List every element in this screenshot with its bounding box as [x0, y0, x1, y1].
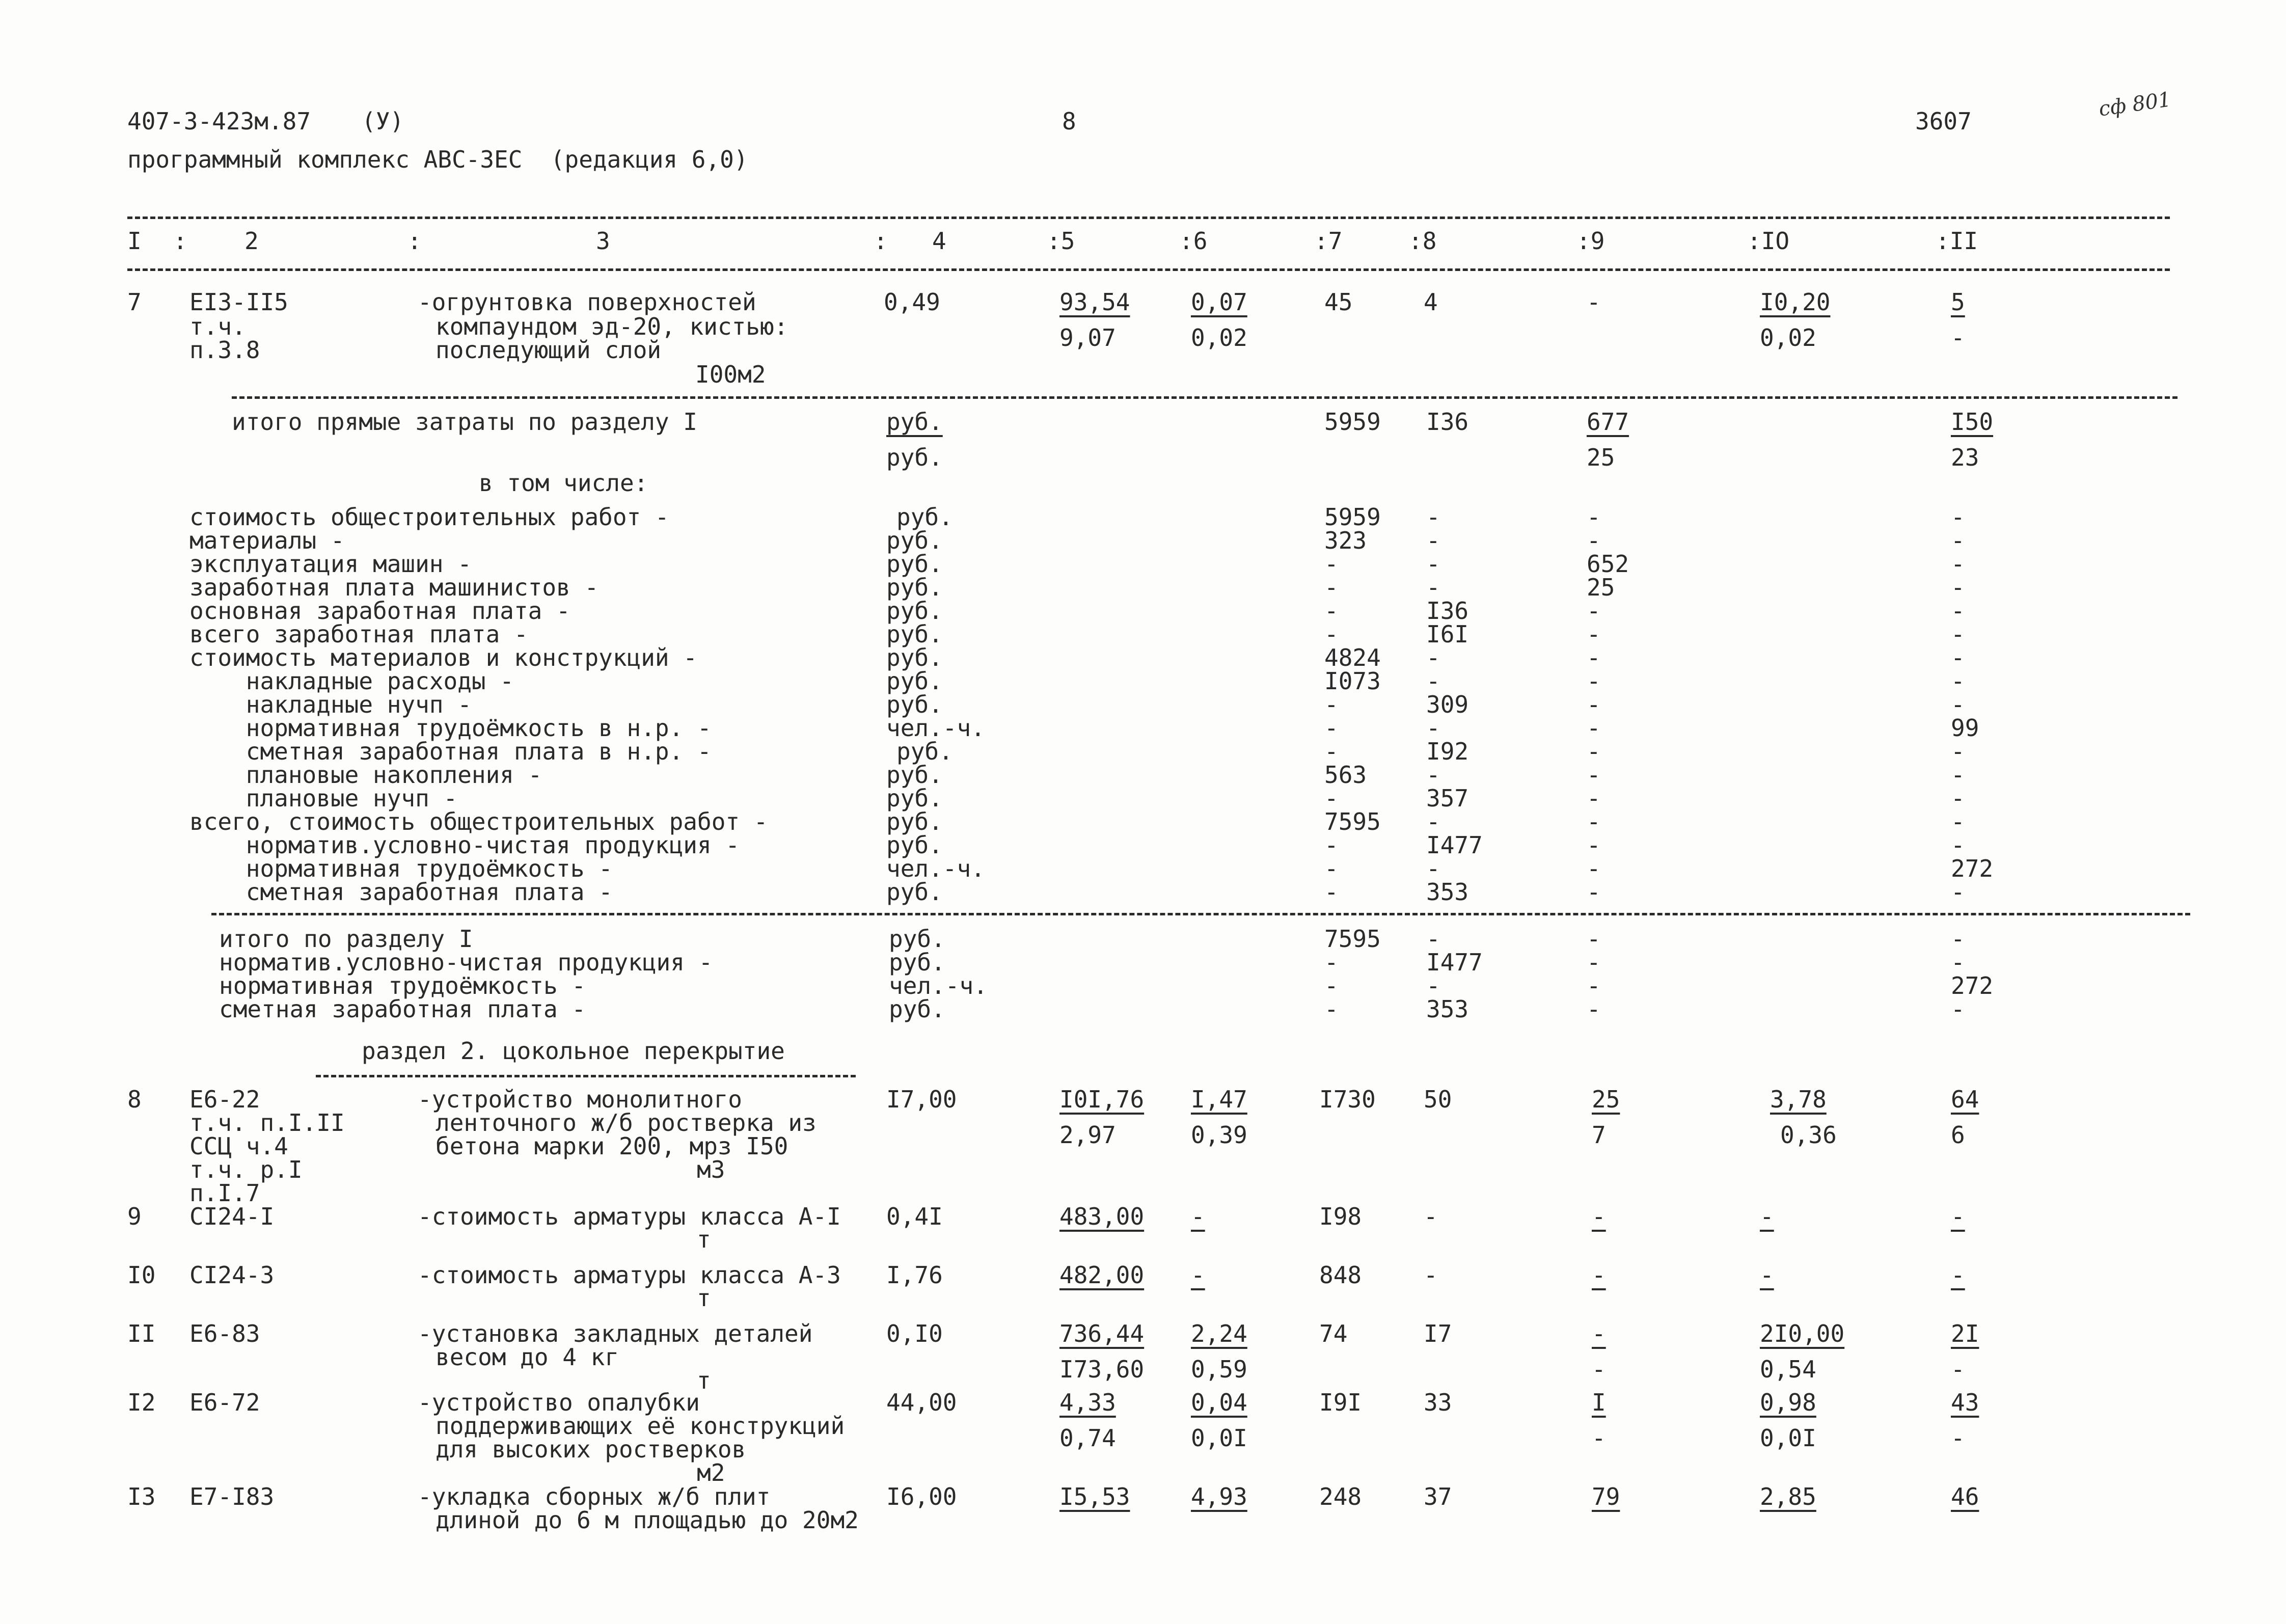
col-head-4: 4	[932, 227, 946, 255]
row-number: I0	[127, 1261, 156, 1289]
cell-7: 74	[1319, 1320, 1348, 1347]
cell-9a: I	[1592, 1389, 1606, 1416]
col-head-3: 3	[596, 227, 610, 255]
cell-4: I6,00	[886, 1483, 957, 1510]
breakdown-c7: -	[1324, 714, 1339, 742]
final-c7: -	[1324, 995, 1339, 1023]
breakdown-c11: -	[1951, 503, 1965, 531]
breakdown-c7: 323	[1324, 527, 1367, 554]
cell-7: I98	[1319, 1203, 1362, 1230]
breakdown-c9: -	[1587, 527, 1601, 554]
cell-10a: 2I0,00	[1760, 1320, 1845, 1347]
cell-7: 848	[1319, 1261, 1362, 1289]
row-code: Е6-72	[189, 1389, 260, 1416]
row-number: II	[127, 1320, 156, 1347]
cell-5b: 9,07	[1059, 324, 1116, 351]
cell-9: -	[1587, 288, 1601, 316]
cell-8: -	[1424, 1261, 1438, 1289]
breakdown-c9: -	[1587, 738, 1601, 765]
row-desc: длиной до 6 м площадью до 20м2	[436, 1506, 859, 1534]
final-c8: -	[1426, 925, 1440, 953]
col-head-5: :5	[1047, 227, 1075, 255]
breakdown-label: норматив.условно-чистая продукция -	[189, 831, 740, 859]
cell-11a: 64	[1951, 1086, 1979, 1113]
breakdown-c11: -	[1951, 784, 1965, 812]
section-total-c9a: 677	[1587, 408, 1629, 436]
breakdown-c11: 272	[1951, 855, 1994, 882]
row-code-sub: ССЦ ч.4	[189, 1132, 288, 1160]
cell-5b: I73,60	[1059, 1356, 1145, 1383]
cell-11a: 46	[1951, 1483, 1979, 1510]
breakdown-c9: -	[1587, 667, 1601, 695]
row-number: I3	[127, 1483, 156, 1510]
col-sep: :	[173, 227, 187, 255]
cell-6a: 0,04	[1191, 1389, 1247, 1416]
breakdown-label: сметная заработная плата в н.р. -	[189, 738, 712, 765]
row-code: Е6-83	[189, 1320, 260, 1347]
col-head-9: :9	[1576, 227, 1605, 255]
section-total-title: итого прямые затраты по разделу I	[232, 408, 697, 436]
cell-9a: -	[1592, 1203, 1606, 1230]
final-c7: -	[1324, 949, 1339, 976]
breakdown-c8: I92	[1426, 738, 1469, 765]
row-desc: компаундом эд-20, кистью:	[436, 313, 788, 340]
breakdown-c9: -	[1587, 503, 1601, 531]
cell-5b: 0,74	[1059, 1424, 1116, 1452]
cell-7: I9I	[1319, 1389, 1362, 1416]
breakdown-unit: чел.-ч.	[886, 855, 985, 882]
row-code: ЕI3-II5	[189, 288, 288, 316]
breakdown-unit: руб.	[886, 527, 943, 554]
section-title: раздел 2. цокольное перекрытие	[362, 1037, 785, 1065]
breakdown-c8: -	[1426, 527, 1440, 554]
breakdown-unit: руб.	[886, 831, 943, 859]
breakdown-unit: руб.	[886, 574, 943, 601]
row-code-sub: п.I.7	[189, 1179, 260, 1207]
rule-divider	[211, 913, 2190, 915]
breakdown-c8: -	[1426, 574, 1440, 601]
breakdown-label: стоимость материалов и конструкций -	[189, 644, 697, 671]
row-code-sub: т.ч. р.I	[189, 1156, 303, 1183]
breakdown-unit: руб.	[886, 620, 943, 648]
row-desc: поддерживающих её конструкций	[436, 1412, 845, 1440]
section-total-unit-a: руб.	[886, 408, 943, 436]
final-c11: -	[1951, 949, 1965, 976]
cell-7: 45	[1324, 288, 1353, 316]
col-head-8: :8	[1408, 227, 1437, 255]
rule-top	[127, 216, 2170, 219]
cell-5b: 2,97	[1059, 1121, 1116, 1149]
breakdown-c11: 99	[1951, 714, 1979, 742]
row-code: СI24-I	[189, 1203, 275, 1230]
final-c7: 7595	[1324, 925, 1381, 953]
row-unit: м2	[697, 1459, 725, 1486]
cell-6b: 0,39	[1191, 1121, 1247, 1149]
section-total-c11a: I50	[1951, 408, 1994, 436]
breakdown-c8: -	[1426, 644, 1440, 671]
breakdown-c7: -	[1324, 784, 1339, 812]
breakdown-c9: -	[1587, 644, 1601, 671]
breakdown-c11: -	[1951, 574, 1965, 601]
col-sep: :	[407, 227, 422, 255]
breakdown-c9: -	[1587, 761, 1601, 789]
breakdown-c8: -	[1426, 550, 1440, 578]
final-c8: 353	[1426, 995, 1469, 1023]
row-desc: -установка закладных деталей	[418, 1320, 813, 1347]
breakdown-c9: -	[1587, 691, 1601, 718]
breakdown-c11: -	[1951, 597, 1965, 625]
breakdown-c8: I477	[1426, 831, 1483, 859]
cell-5a: I5,53	[1059, 1483, 1130, 1510]
cell-10a: 3,78	[1770, 1086, 1827, 1113]
breakdown-c7: -	[1324, 691, 1339, 718]
cell-8: 33	[1424, 1389, 1452, 1416]
row-unit: м3	[697, 1156, 725, 1183]
breakdown-label: накладные расходы -	[189, 667, 514, 695]
cell-6a: -	[1191, 1261, 1205, 1289]
cell-4: I7,00	[886, 1086, 957, 1113]
cell-8: 37	[1424, 1483, 1452, 1510]
final-c11: 272	[1951, 972, 1994, 999]
row-number: I2	[127, 1389, 156, 1416]
breakdown-c7: I073	[1324, 667, 1381, 695]
final-c7: -	[1324, 972, 1339, 999]
final-c9: -	[1587, 995, 1601, 1023]
breakdown-c7: 7595	[1324, 808, 1381, 835]
breakdown-unit: руб.	[886, 808, 943, 835]
row-number: 8	[127, 1086, 142, 1113]
breakdown-unit: руб.	[886, 667, 943, 695]
row-code-sub: т.ч. п.I.II	[189, 1109, 345, 1136]
cell-7: I730	[1319, 1086, 1376, 1113]
breakdown-c7: -	[1324, 878, 1339, 906]
breakdown-c8: 357	[1426, 784, 1469, 812]
breakdown-c9: -	[1587, 714, 1601, 742]
cell-5a: 482,00	[1059, 1261, 1145, 1289]
breakdown-unit: руб.	[886, 644, 943, 671]
col-head-2: 2	[244, 227, 259, 255]
col-head-10: :IO	[1747, 227, 1790, 255]
breakdown-c9: -	[1587, 784, 1601, 812]
breakdown-c8: I6I	[1426, 620, 1469, 648]
row-code: СI24-3	[189, 1261, 275, 1289]
cell-8: I7	[1424, 1320, 1452, 1347]
cell-9b: 7	[1592, 1121, 1606, 1149]
col-head-7: :7	[1314, 227, 1343, 255]
row-desc: -стоимость арматуры класса А-I	[418, 1203, 841, 1230]
breakdown-c9: -	[1587, 620, 1601, 648]
breakdown-c11: -	[1951, 808, 1965, 835]
breakdown-c11: -	[1951, 878, 1965, 906]
breakdown-unit: руб.	[886, 784, 943, 812]
cell-4: 0,4I	[886, 1203, 943, 1230]
breakdown-c11: -	[1951, 527, 1965, 554]
sheet-number: 3607	[1915, 107, 1972, 135]
cell-8: 50	[1424, 1086, 1452, 1113]
breakdown-c7: -	[1324, 550, 1339, 578]
breakdown-unit: руб.	[886, 691, 943, 718]
row-desc: -устройство монолитного	[418, 1086, 742, 1113]
row-desc: -укладка сборных ж/б плит	[418, 1483, 771, 1510]
cell-11a: 5	[1951, 288, 1965, 316]
cell-8: -	[1424, 1203, 1438, 1230]
breakdown-c8: -	[1426, 761, 1440, 789]
row-unit: I00м2	[695, 361, 766, 388]
breakdown-unit: руб.	[886, 878, 943, 906]
breakdown-label: нормативная трудоёмкость в н.р. -	[189, 714, 712, 742]
breakdown-c9: -	[1587, 808, 1601, 835]
cell-6a: 0,07	[1191, 288, 1247, 316]
cell-9b: -	[1592, 1356, 1606, 1383]
cell-4: 0,I0	[886, 1320, 943, 1347]
breakdown-c9: 25	[1587, 574, 1615, 601]
breakdown-label: плановые нучп -	[189, 784, 458, 812]
program-title: программный комплекс АВС-3ЕС (редакция 6,0)	[127, 146, 748, 173]
breakdown-c9: -	[1587, 831, 1601, 859]
breakdown-c7: -	[1324, 738, 1339, 765]
breakdown-unit: руб.	[886, 761, 943, 789]
cell-9a: 25	[1592, 1086, 1620, 1113]
cell-10b: 0,36	[1780, 1121, 1837, 1149]
breakdown-c9: -	[1587, 855, 1601, 882]
breakdown-c11: -	[1951, 761, 1965, 789]
breakdown-unit: руб.	[896, 738, 953, 765]
breakdown-label: нормативная трудоёмкость -	[189, 855, 613, 882]
breakdown-label: накладные нучп -	[189, 691, 472, 718]
breakdown-c11: -	[1951, 550, 1965, 578]
breakdown-c8: 353	[1426, 878, 1469, 906]
row-desc: последующий слой	[436, 336, 662, 364]
breakdown-c9: -	[1587, 878, 1601, 906]
row-code: Е6-22	[189, 1086, 260, 1113]
final-label: нормативная трудоёмкость -	[219, 972, 586, 999]
breakdown-c7: 5959	[1324, 503, 1381, 531]
row-desc: ленточного ж/б ростверка из	[436, 1109, 817, 1136]
breakdown-label: основная заработная плата -	[189, 597, 570, 625]
row-desc: для высоких ростверков	[436, 1436, 746, 1463]
breakdown-c8: 309	[1426, 691, 1469, 718]
breakdown-label: эксплуатация машин -	[189, 550, 472, 578]
cell-6a: 2,24	[1191, 1320, 1247, 1347]
breakdown-c8: I36	[1426, 597, 1469, 625]
breakdown-label: плановые накопления -	[189, 761, 542, 789]
breakdown-c8: -	[1426, 714, 1440, 742]
row-desc: -устройство опалубки	[418, 1389, 700, 1416]
section-total-c8: I36	[1426, 408, 1469, 436]
breakdown-c11: -	[1951, 644, 1965, 671]
breakdown-unit: чел.-ч.	[886, 714, 985, 742]
breakdown-c7: 4824	[1324, 644, 1381, 671]
cell-10a: -	[1760, 1261, 1774, 1289]
cell-8: 4	[1424, 288, 1438, 316]
row-code: Е7-I83	[189, 1483, 275, 1510]
cell-10a: I0,20	[1760, 288, 1831, 316]
handwritten-note: сф 801	[2097, 88, 2173, 121]
col-head-6: :6	[1179, 227, 1208, 255]
breakdown-c11: -	[1951, 620, 1965, 648]
breakdown-c8: -	[1426, 503, 1440, 531]
breakdown-c7: -	[1324, 597, 1339, 625]
row-desc: -огрунтовка поверхностей	[418, 288, 756, 316]
final-c8: -	[1426, 972, 1440, 999]
row-desc: -стоимость арматуры класса А-3	[418, 1261, 841, 1289]
row-unit: т	[697, 1367, 711, 1394]
final-c11: -	[1951, 925, 1965, 953]
row-desc: бетона марки 200, мрз I50	[436, 1132, 788, 1160]
final-c9: -	[1587, 925, 1601, 953]
cell-10b: 0,0I	[1760, 1424, 1816, 1452]
breakdown-c11: -	[1951, 831, 1965, 859]
row-number: 9	[127, 1203, 142, 1230]
doc-code: 407-3-423м.87	[127, 107, 311, 135]
breakdown-unit: руб.	[886, 597, 943, 625]
cell-5a: I0I,76	[1059, 1086, 1145, 1113]
cell-9b: -	[1592, 1424, 1606, 1452]
cell-11b: 6	[1951, 1121, 1965, 1149]
breakdown-c7: 563	[1324, 761, 1367, 789]
cell-6a: 4,93	[1191, 1483, 1247, 1510]
cell-10b: 0,02	[1760, 324, 1816, 351]
row-number: 7	[127, 288, 142, 316]
cell-4: 44,00	[886, 1389, 957, 1416]
final-label: итого по разделу I	[219, 925, 473, 953]
breakdown-c11: -	[1951, 667, 1965, 695]
row-desc: весом до 4 кг	[436, 1343, 619, 1371]
cell-10a: 0,98	[1760, 1389, 1816, 1416]
row-unit: т	[697, 1284, 711, 1312]
breakdown-label: сметная заработная плата -	[189, 878, 613, 906]
cell-4: 0,49	[884, 288, 940, 316]
cell-11a: 43	[1951, 1389, 1979, 1416]
rule-divider	[232, 396, 2178, 399]
page-number: 8	[1062, 107, 1076, 135]
final-c9: -	[1587, 949, 1601, 976]
cell-4: I,76	[886, 1261, 943, 1289]
final-label: норматив.условно-чистая продукция -	[219, 949, 713, 976]
final-c9: -	[1587, 972, 1601, 999]
breakdown-c8: -	[1426, 855, 1440, 882]
including-label: в том числе:	[479, 469, 648, 497]
col-head-1: I	[127, 227, 142, 255]
final-unit: руб.	[889, 949, 945, 976]
final-unit: руб.	[889, 925, 945, 953]
final-label: сметная заработная плата -	[219, 995, 586, 1023]
section-total-c7: 5959	[1324, 408, 1381, 436]
cell-10b: 0,54	[1760, 1356, 1816, 1383]
breakdown-c7: -	[1324, 620, 1339, 648]
breakdown-label: всего, стоимость общестроительных работ -	[189, 808, 768, 835]
cell-9a: 79	[1592, 1483, 1620, 1510]
cell-11a: -	[1951, 1203, 1965, 1230]
breakdown-unit: руб.	[886, 550, 943, 578]
cell-6a: -	[1191, 1203, 1205, 1230]
cell-5a: 483,00	[1059, 1203, 1145, 1230]
row-unit: т	[697, 1226, 711, 1253]
cell-6b: 0,59	[1191, 1356, 1247, 1383]
cell-10a: 2,85	[1760, 1483, 1816, 1510]
cell-7: 248	[1319, 1483, 1362, 1510]
cell-11b: -	[1951, 1424, 1965, 1452]
cell-6a: I,47	[1191, 1086, 1247, 1113]
breakdown-c7: -	[1324, 855, 1339, 882]
col-head-11: :II	[1936, 227, 1978, 255]
section-total-c11b: 23	[1951, 444, 1979, 471]
row-code-sub: п.3.8	[189, 336, 260, 364]
section-total-c9b: 25	[1587, 444, 1615, 471]
breakdown-label: заработная плата машинистов -	[189, 574, 599, 601]
breakdown-c11: -	[1951, 691, 1965, 718]
breakdown-c7: -	[1324, 831, 1339, 859]
final-c8: I477	[1426, 949, 1483, 976]
cell-9a: -	[1592, 1320, 1606, 1347]
cell-6b: 0,0I	[1191, 1424, 1247, 1452]
doc-mark: (У)	[362, 107, 404, 135]
cell-10a: -	[1760, 1203, 1774, 1230]
final-unit: чел.-ч.	[889, 972, 988, 999]
breakdown-c9: 652	[1587, 550, 1629, 578]
cell-6b: 0,02	[1191, 324, 1247, 351]
cell-11b: -	[1951, 1356, 1965, 1383]
cell-5a: 93,54	[1059, 288, 1130, 316]
breakdown-c8: -	[1426, 808, 1440, 835]
breakdown-c11: -	[1951, 738, 1965, 765]
breakdown-label: стоимость общестроительных работ -	[189, 503, 669, 531]
final-unit: руб.	[889, 995, 945, 1023]
cell-9a: -	[1592, 1261, 1606, 1289]
breakdown-c8: -	[1426, 667, 1440, 695]
cell-5a: 736,44	[1059, 1320, 1145, 1347]
section-total-unit-b: руб.	[886, 444, 943, 471]
breakdown-unit: руб.	[896, 503, 953, 531]
breakdown-c9: -	[1587, 597, 1601, 625]
breakdown-label: материалы -	[189, 527, 345, 554]
breakdown-c7: -	[1324, 574, 1339, 601]
row-code-sub: т.ч.	[189, 313, 246, 340]
section-title-rule	[316, 1075, 856, 1077]
breakdown-label: всего заработная плата -	[189, 620, 528, 648]
rule-header-bottom	[127, 268, 2170, 271]
col-sep: :	[874, 227, 888, 255]
cell-5a: 4,33	[1059, 1389, 1116, 1416]
cell-11b: -	[1951, 324, 1965, 351]
final-c11: -	[1951, 995, 1965, 1023]
cell-11a: 2I	[1951, 1320, 1979, 1347]
cell-11a: -	[1951, 1261, 1965, 1289]
